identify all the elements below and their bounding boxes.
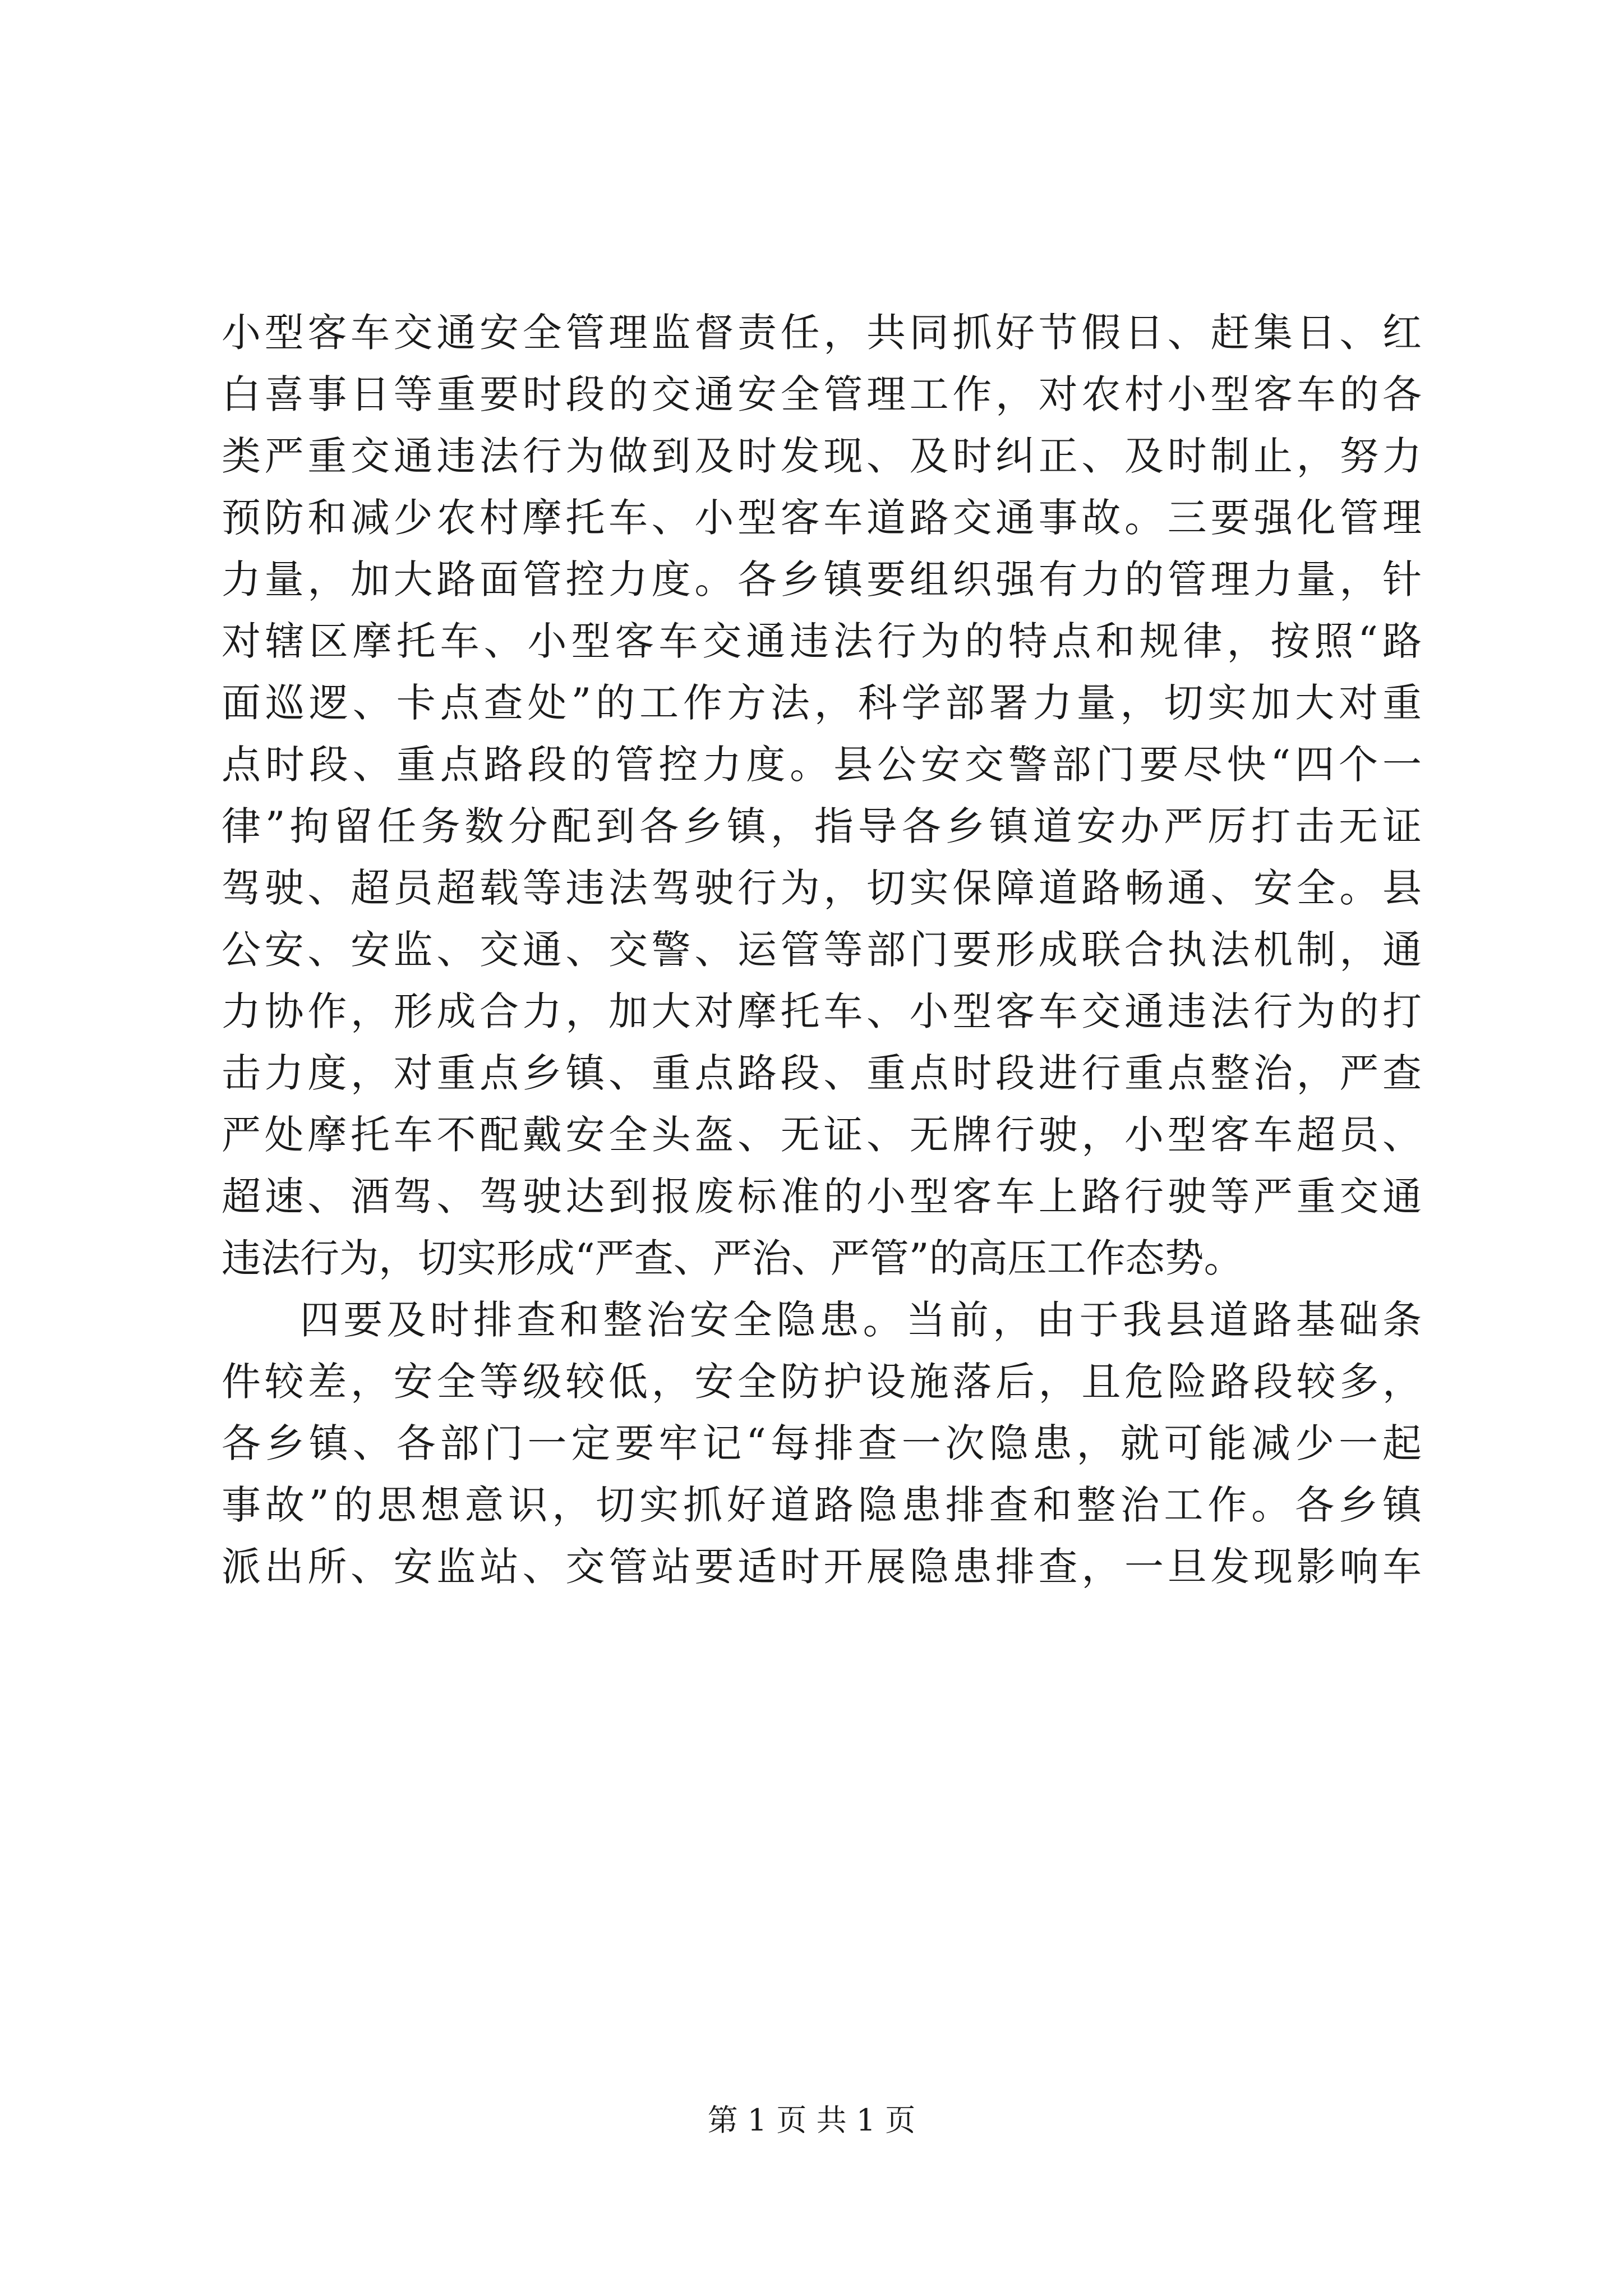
paragraph-2: [222, 1289, 1422, 1598]
text-line: 各乡镇、各部门一定要牢记“每排查一次隐患，就可能减少一起: [222, 1420, 1422, 1466]
text-line: 驾驶、超员超载等违法驾驶行为，切实保障道路畅通、安全。县: [222, 865, 1422, 911]
text-line: 事故”的思想意识，切实抓好道路隐患排查和整治工作。各乡镇: [222, 1482, 1422, 1528]
text-line: 力协作，形成合力，加大对摩托车、小型客车交通违法行为的打: [222, 988, 1422, 1034]
body-text: [222, 302, 1422, 1598]
page-number: 第 1 页 共 1 页: [707, 2102, 916, 2138]
text-line: 派出所、安监站、交管站要适时开展隐患排查，一旦发现影响车: [222, 1544, 1422, 1590]
paragraph-1: [222, 302, 1422, 1289]
page-footer: [0, 2101, 1623, 2140]
text-line: 四要及时排查和整治安全隐患。当前，由于我县道路基础条: [300, 1297, 1422, 1343]
text-line: 对辖区摩托车、小型客车交通违法行为的特点和规律，按照“路: [222, 618, 1422, 664]
text-line: 严处摩托车不配戴安全头盔、无证、无牌行驶，小型客车超员、: [222, 1112, 1422, 1158]
text-line: 类严重交通违法行为做到及时发现、及时纠正、及时制止，努力: [222, 433, 1422, 479]
text-line: 预防和减少农村摩托车、小型客车道路交通事故。三要强化管理: [222, 495, 1422, 541]
text-line: 击力度，对重点乡镇、重点路段、重点时段进行重点整治，严查: [222, 1050, 1422, 1096]
text-line: 点时段、重点路段的管控力度。县公安交警部门要尽快“四个一: [222, 742, 1422, 788]
text-line: 力量，加大路面管控力度。各乡镇要组织强有力的管理力量，针: [222, 556, 1422, 602]
text-line: 白喜事日等重要时段的交通安全管理工作，对农村小型客车的各: [222, 371, 1422, 417]
text-line: 公安、安监、交通、交警、运管等部门要形成联合执法机制，通: [222, 927, 1422, 973]
text-line: 超速、酒驾、驾驶达到报废标准的小型客车上路行驶等严重交通: [222, 1174, 1422, 1220]
text-line: 律”拘留任务数分配到各乡镇，指导各乡镇道安办严厉打击无证: [222, 803, 1422, 849]
text-line: 件较差，安全等级较低，安全防护设施落后，且危险路段较多，: [222, 1359, 1422, 1405]
text-line: 小型客车交通安全管理监督责任，共同抓好节假日、赶集日、红: [222, 310, 1422, 356]
text-line: 面巡逻、卡点查处”的工作方法，科学部署力量，切实加大对重: [222, 680, 1422, 726]
text-line: 违法行为，切实形成“严查、严治、严管”的高压工作态势。: [222, 1235, 1243, 1281]
